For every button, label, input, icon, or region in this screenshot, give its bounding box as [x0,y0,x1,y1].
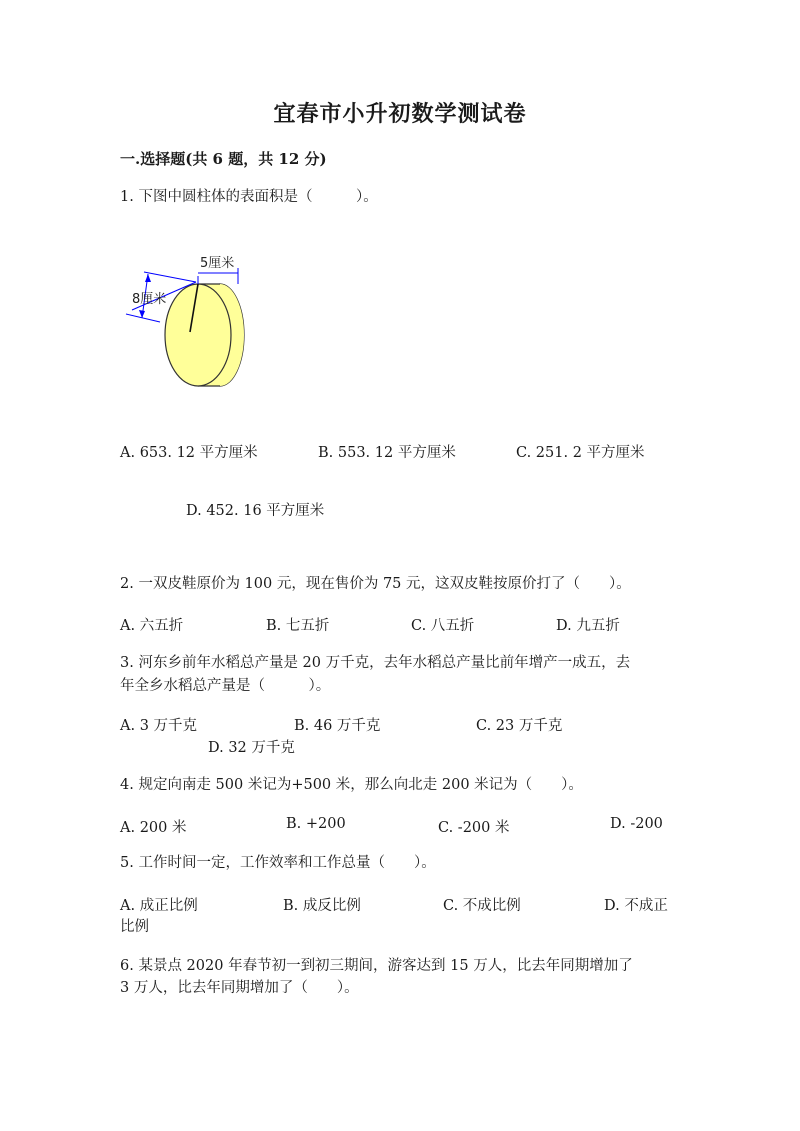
question-3-text-line2: 年全乡水稻总产量是（ ）。 [120,678,331,694]
question-5-text: 5. 工作时间一定，工作效率和工作总量（ ）。 [120,855,436,871]
q4-option-c[interactable]: C. -200 米 [438,820,510,836]
q1-option-a[interactable]: A. 653. 12 平方厘米 [120,445,258,461]
cylinder-front-face [165,284,231,386]
q1-option-d[interactable]: D. 452. 16 平方厘米 [186,503,325,519]
question-3-text-line1: 3. 河东乡前年水稻总产量是 20 万千克，去年水稻总产量比前年增产一成五，去 [120,655,631,671]
q4-option-b[interactable]: B. +200 [286,816,346,832]
q1-option-c[interactable]: C. 251. 2 平方厘米 [516,445,645,461]
q2-option-d[interactable]: D. 九五折 [556,618,620,634]
question-6-text-line1: 6. 某景点 2020 年春节初一到初三期间，游客达到 15 万人，比去年同期增加了 [120,958,633,974]
question-1-text: 1. 下图中圆柱体的表面积是（ ）。 [120,189,378,205]
cylinder-figure [118,240,258,405]
height-label: 8厘米 [132,292,167,307]
question-2-text: 2. 一双皮鞋原价为 100 元，现在售价为 75 元，这双皮鞋按原价打了（ ）。 [120,576,631,592]
question-6-text-line2: 3 万人，比去年同期增加了（ ）。 [120,980,359,996]
question-4-text: 4. 规定向南走 500 米记为+500 米，那么向北走 200 米记为（ ）。 [120,777,583,793]
section-heading: 一.选择题(共 6 题，共 12 分) [120,150,327,168]
q4-option-a[interactable]: A. 200 米 [120,820,187,836]
page-title: 宜春市小升初数学测试卷 [273,101,527,127]
q2-option-b[interactable]: B. 七五折 [266,618,330,634]
q2-option-c[interactable]: C. 八五折 [411,618,475,634]
q4-option-d[interactable]: D. -200 [610,816,663,832]
q3-option-a[interactable]: A. 3 万千克 [120,718,198,734]
q5-option-d[interactable]: D. 不成正 [604,898,668,914]
q2-option-a[interactable]: A. 六五折 [120,618,184,634]
q1-option-b[interactable]: B. 553. 12 平方厘米 [318,445,456,461]
q3-option-c[interactable]: C. 23 万千克 [476,718,563,734]
q5-option-b[interactable]: B. 成反比例 [283,898,361,914]
q5-option-c[interactable]: C. 不成比例 [443,898,521,914]
q5-option-a[interactable]: A. 成正比例 [120,898,198,914]
q5-option-d-wrap: 比例 [120,919,149,935]
radius-label: 5厘米 [200,256,235,271]
q3-option-d[interactable]: D. 32 万千克 [208,740,295,756]
q3-option-b[interactable]: B. 46 万千克 [294,718,381,734]
